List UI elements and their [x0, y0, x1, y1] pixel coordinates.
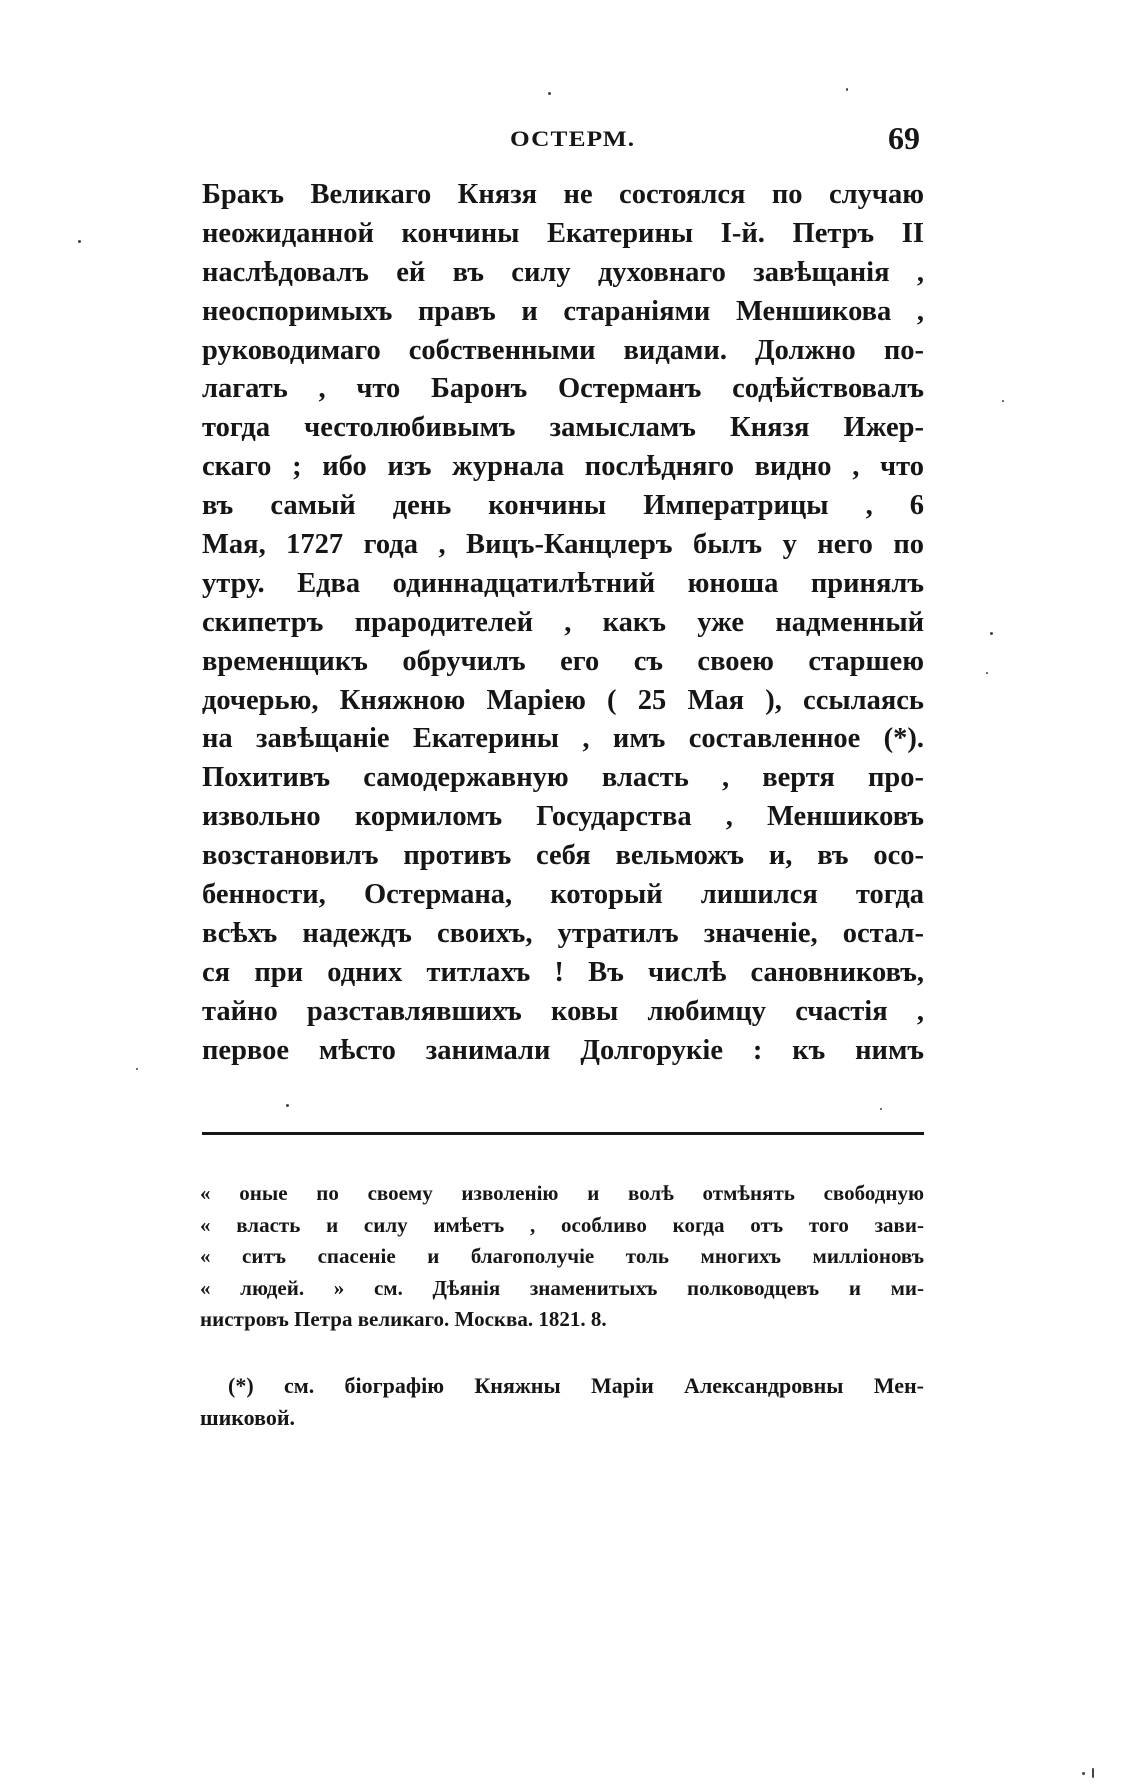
scan-speck	[136, 1068, 138, 1070]
scan-speck	[548, 92, 551, 95]
footnote-asterisk	[200, 1370, 924, 1433]
footnote-line: нистровъ Петра великаго. Москва. 1821. 8.	[200, 1307, 607, 1331]
text-line: первое мѣсто занимали Долгорукiе : къ нимъ	[202, 1034, 924, 1066]
text-line: неоспоримыхъ правъ и старанiями Меншикова ,	[202, 295, 924, 327]
footnote-line: « власть и силу имѣетъ , особливо когда отъ того зави-	[200, 1212, 924, 1237]
text-line: Похитивъ самодержавную власть , вертя про-	[202, 762, 924, 794]
text-line: на завѣщанiе Екатерины , имъ составленное (*).	[202, 723, 924, 755]
footnote-line: « ситъ спасенiе и благополучiе толь многихъ миллiоновъ	[200, 1244, 924, 1268]
text-line: дочерью, Княжною Марiею ( 25 Мая ), ссылаясь	[202, 684, 924, 716]
text-line: утру. Едва одиннадцатилѣтний юноша принялъ	[202, 567, 924, 599]
text-line: руководимаго собственными видами. Должно по-	[202, 334, 924, 366]
footnote-line: « оные по своему изволенiю и волѣ отмѣнять свободную	[200, 1181, 924, 1205]
text-line: неожиданной кончины Екатерины I-й. Петръ II	[202, 217, 924, 249]
text-line: тайно разставлявшихъ ковы любимцу счастiя ,	[202, 995, 924, 1027]
scan-speck	[78, 240, 81, 243]
text-line: наслѣдовалъ ей въ силу духовнаго завѣщанія ,	[202, 256, 924, 288]
text-line: скипетръ прародителей , какъ уже надменный	[202, 606, 924, 638]
main-text	[202, 176, 924, 1070]
scan-speck	[1082, 1772, 1085, 1775]
scan-speck	[880, 1108, 882, 1110]
scan-speck	[1092, 1768, 1094, 1778]
footnote-line: шиковой.	[200, 1404, 295, 1430]
footnote-line: (*) см. бiографiю Княжны Марiи Александровны Мен-	[228, 1373, 924, 1398]
text-line: тогда честолюбивымъ замысламъ Князя Ижер-	[202, 412, 924, 444]
scan-speck	[990, 632, 993, 635]
page-number: 69	[888, 120, 920, 156]
scan-speck	[986, 672, 988, 674]
text-line: возстановилъ противъ себя вельможъ и, въ осо-	[202, 840, 924, 872]
text-line: Бракъ Великаго Князя не состоялся по случаю	[202, 179, 924, 210]
text-line: Мая, 1727 года , Вицъ-Канцлеръ былъ у него по	[202, 529, 924, 561]
scan-speck	[1002, 400, 1004, 402]
text-line: скаго ; ибо изъ журнала послѣдняго видно , что	[202, 451, 924, 483]
text-line: въ самый день кончины Императрицы , 6	[202, 490, 924, 522]
scan-speck	[846, 88, 848, 91]
text-line: извольно кормиломъ Государства , Меншиковъ	[202, 801, 924, 833]
footnote-divider	[202, 1132, 924, 1135]
scan-speck	[286, 1104, 289, 1107]
footnote-line: « людей. » см. Дѣянiя знаменитыхъ полководцевъ и ми-	[200, 1275, 924, 1300]
text-line: лагать , что Баронъ Остерманъ содѣйствовалъ	[202, 373, 924, 405]
footnote-continued	[200, 1178, 924, 1336]
page-header	[200, 120, 920, 160]
text-line: всѣхъ надеждъ своихъ, утратилъ значенiе, остал-	[202, 917, 924, 949]
running-head: ОСТЕРМ.	[510, 126, 636, 151]
text-line: бенности, Остермана, который лишился тогда	[202, 879, 924, 911]
text-line: временщикъ обручилъ его съ своею старшею	[202, 645, 924, 677]
text-line: ся при одних титлахъ ! Въ числѣ сановниковъ,	[202, 956, 924, 988]
